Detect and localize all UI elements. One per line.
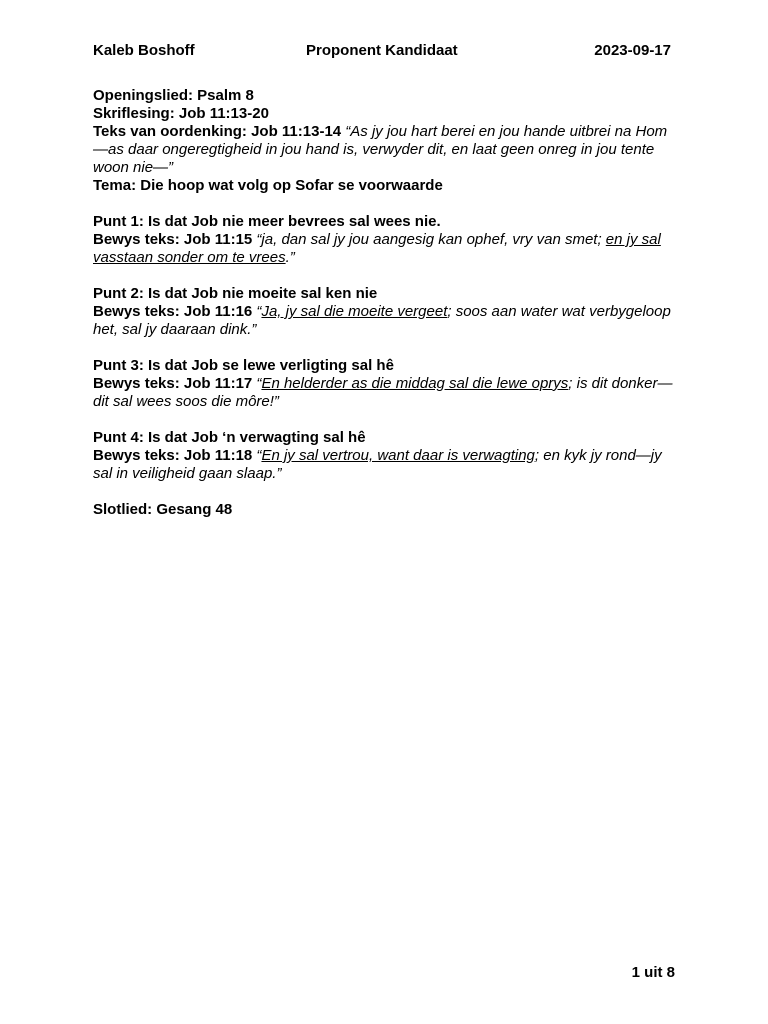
point-section	[93, 357, 678, 411]
proof-quote-start: “	[252, 375, 262, 392]
page-header	[93, 42, 671, 60]
proof-quote-end: .”	[285, 249, 295, 266]
author-role: Proponent Kandidaat	[306, 42, 458, 59]
proof-quote-start: “	[252, 447, 262, 464]
sermon-date: 2023-09-17	[594, 42, 671, 59]
meditation-label: Teks van oordenking: Job 11:13-14	[93, 123, 342, 140]
proof-quote-underlined: En jy sal vertrou, want daar is verwagting	[261, 447, 535, 464]
spacer	[93, 267, 678, 285]
opening-song: Openingslied: Psalm 8	[93, 87, 254, 104]
author-name: Kaleb Boshoff	[93, 42, 195, 59]
page-number: 1 uit 8	[631, 964, 675, 981]
proof-quote-end: ; soos aan water wat verbygeloop het, sal jy daaraan dink.”	[93, 303, 671, 338]
proof-text	[93, 231, 678, 267]
proof-quote-start: “ja, dan sal jy jou aangesig kan ophef, vry van smet;	[252, 231, 606, 248]
point-title: Punt 4: Is dat Job ‘n verwagting sal hê	[93, 429, 366, 446]
spacer	[93, 195, 678, 213]
proof-quote-end: ; en kyk jy rond—jy sal in veiligheid gaan slaap.”	[93, 447, 662, 482]
point-section	[93, 213, 678, 267]
proof-text	[93, 447, 678, 483]
point-title: Punt 2: Is dat Job nie moeite sal ken nie	[93, 285, 378, 302]
spacer	[93, 411, 678, 429]
intro-section	[93, 87, 678, 195]
spacer	[93, 483, 678, 501]
proof-quote-underlined: en jy sal vasstaan sonder om te vrees	[93, 231, 661, 266]
point-section	[93, 285, 678, 339]
point-title: Punt 1: Is dat Job nie meer bevrees sal wees nie.	[93, 213, 441, 230]
proof-quote-underlined: Ja, jy sal die moeite vergeet	[261, 303, 448, 320]
proof-text	[93, 375, 678, 411]
point-title: Punt 3: Is dat Job se lewe verligting sal hê	[93, 357, 394, 374]
proof-label: Bewys teks: Job 11:17	[93, 375, 253, 392]
meditation-text-block	[93, 123, 678, 177]
closing-song: Slotlied: Gesang 48	[93, 501, 233, 518]
sermon-theme: Tema: Die hoop wat volg op Sofar se voorwaarde	[93, 177, 443, 194]
proof-quote-end: ; is dit donker—dit sal wees soos die môre!”	[93, 375, 673, 410]
proof-label: Bewys teks: Job 11:15	[93, 231, 253, 248]
proof-label: Bewys teks: Job 11:18	[93, 447, 253, 464]
proof-label: Bewys teks: Job 11:16	[93, 303, 253, 320]
sermon-outline	[93, 87, 678, 519]
spacer	[93, 339, 678, 357]
scripture-reading: Skriflesing: Job 11:13-20	[93, 105, 269, 122]
proof-quote-underlined: En helderder as die middag sal die lewe oprys	[261, 375, 569, 392]
proof-quote-start: “	[252, 303, 262, 320]
proof-text	[93, 303, 678, 339]
point-section	[93, 429, 678, 483]
meditation-quote: “As jy jou hart berei en jou hande uitbrei na Hom —as daar ongeregtigheid in jou hand is, verwyder dit, en laat geen onreg in jou tente woon nie—”	[93, 123, 668, 176]
